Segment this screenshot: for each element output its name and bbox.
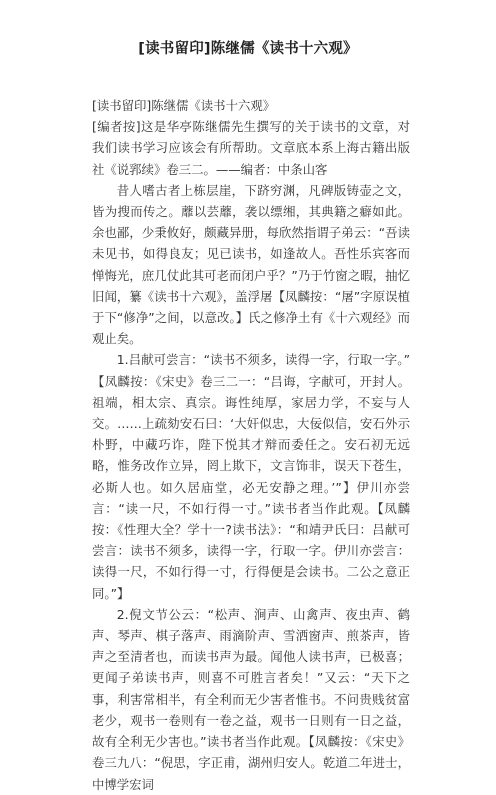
editor-note-paragraph: [编者按]这是华亭陈继儒先生撰写的关于读书的文章，对我们读书学习应该会有所帮助。文章底本系上海古籍出版社《说郛续》卷三二。——编者：中条山客 [92, 119, 410, 177]
intro-paragraph: 昔人嗜古者上栋层崖，下跻穷渊，凡碑版铸壶之文，皆为搜而传之。蘼以芸蘼，袭以缥缃，其典籍之癖如此。余也鄙，少秉攸好，颇藏异册，每欣然指谓子弟云：“吾读未见书，如得良友；见已读书，如逢故人。吾性乐宾客而惮悔光，庶几仗此其可老而闭户乎？”乃于竹窗之暇，抽忆旧闻，纂《读书十六观》，盖浮屠【凤麟按：“屠”字原误植于下“修净”之间，以意改。】氏之修净土有《十六观经》而观止矣。 [92, 182, 410, 347]
article-subtitle: [读书留印]陈继儒《读书十六观》 [92, 98, 276, 113]
section-1-paragraph: 1.吕献可尝言：“读书不须多，读得一字，行取一字。” 【凤麟按：《宋史》卷三二一：“吕诲，字献可，开封人。祖端，相太宗、真宗。诲性纯厚，家居力学，不妄与人交。……上疏劾安石曰：‘大奸似忠，大佞似信，安石外示朴野，中藏巧诈，陛下悦其才辩而委任之。安石初无远略，惟务改作立异，罔上欺下，文言饰非，误天下苍生，必斯人也。如久居庙堂，必无安静之理。’”】伊川亦尝言：“读一尺，不如行得一寸。”读书者当作此观。【凤麟按：《性理大全？学十一?读书法》：“和靖尹氏曰：吕献可尝言：读书不须多，读得一字，行取一字。伊川亦尝言：读得一尺，不如行得一寸，行得便是会读书。二公之意正同。”】 [92, 352, 410, 601]
section-2-paragraph: 2.倪文节公云：“松声、涧声、山禽声、夜虫声、鹤声、琴声、棋子落声、雨滴阶声、雪洒窗声、煎茶声，皆声之至清者也，而读书声为最。闻他人读书声，已极喜；更闻子弟读书声，则喜不可胜言者矣！”又云：“天下之事，利害常相半，有全利而无少害者惟书。不问贵贱贫富老少，观书一卷则有一卷之益，观书一日则有一日之益，故有全利无少害也。”读书者当作此观。【凤麟按：《宋史》卷三九八：“倪思，字正甫，湖州归安人。乾道二年进士，中博学宏词 [92, 606, 410, 792]
article-title: [读书留印]陈继儒《读书十六观》 [138, 41, 358, 57]
article-body [92, 95, 410, 795]
